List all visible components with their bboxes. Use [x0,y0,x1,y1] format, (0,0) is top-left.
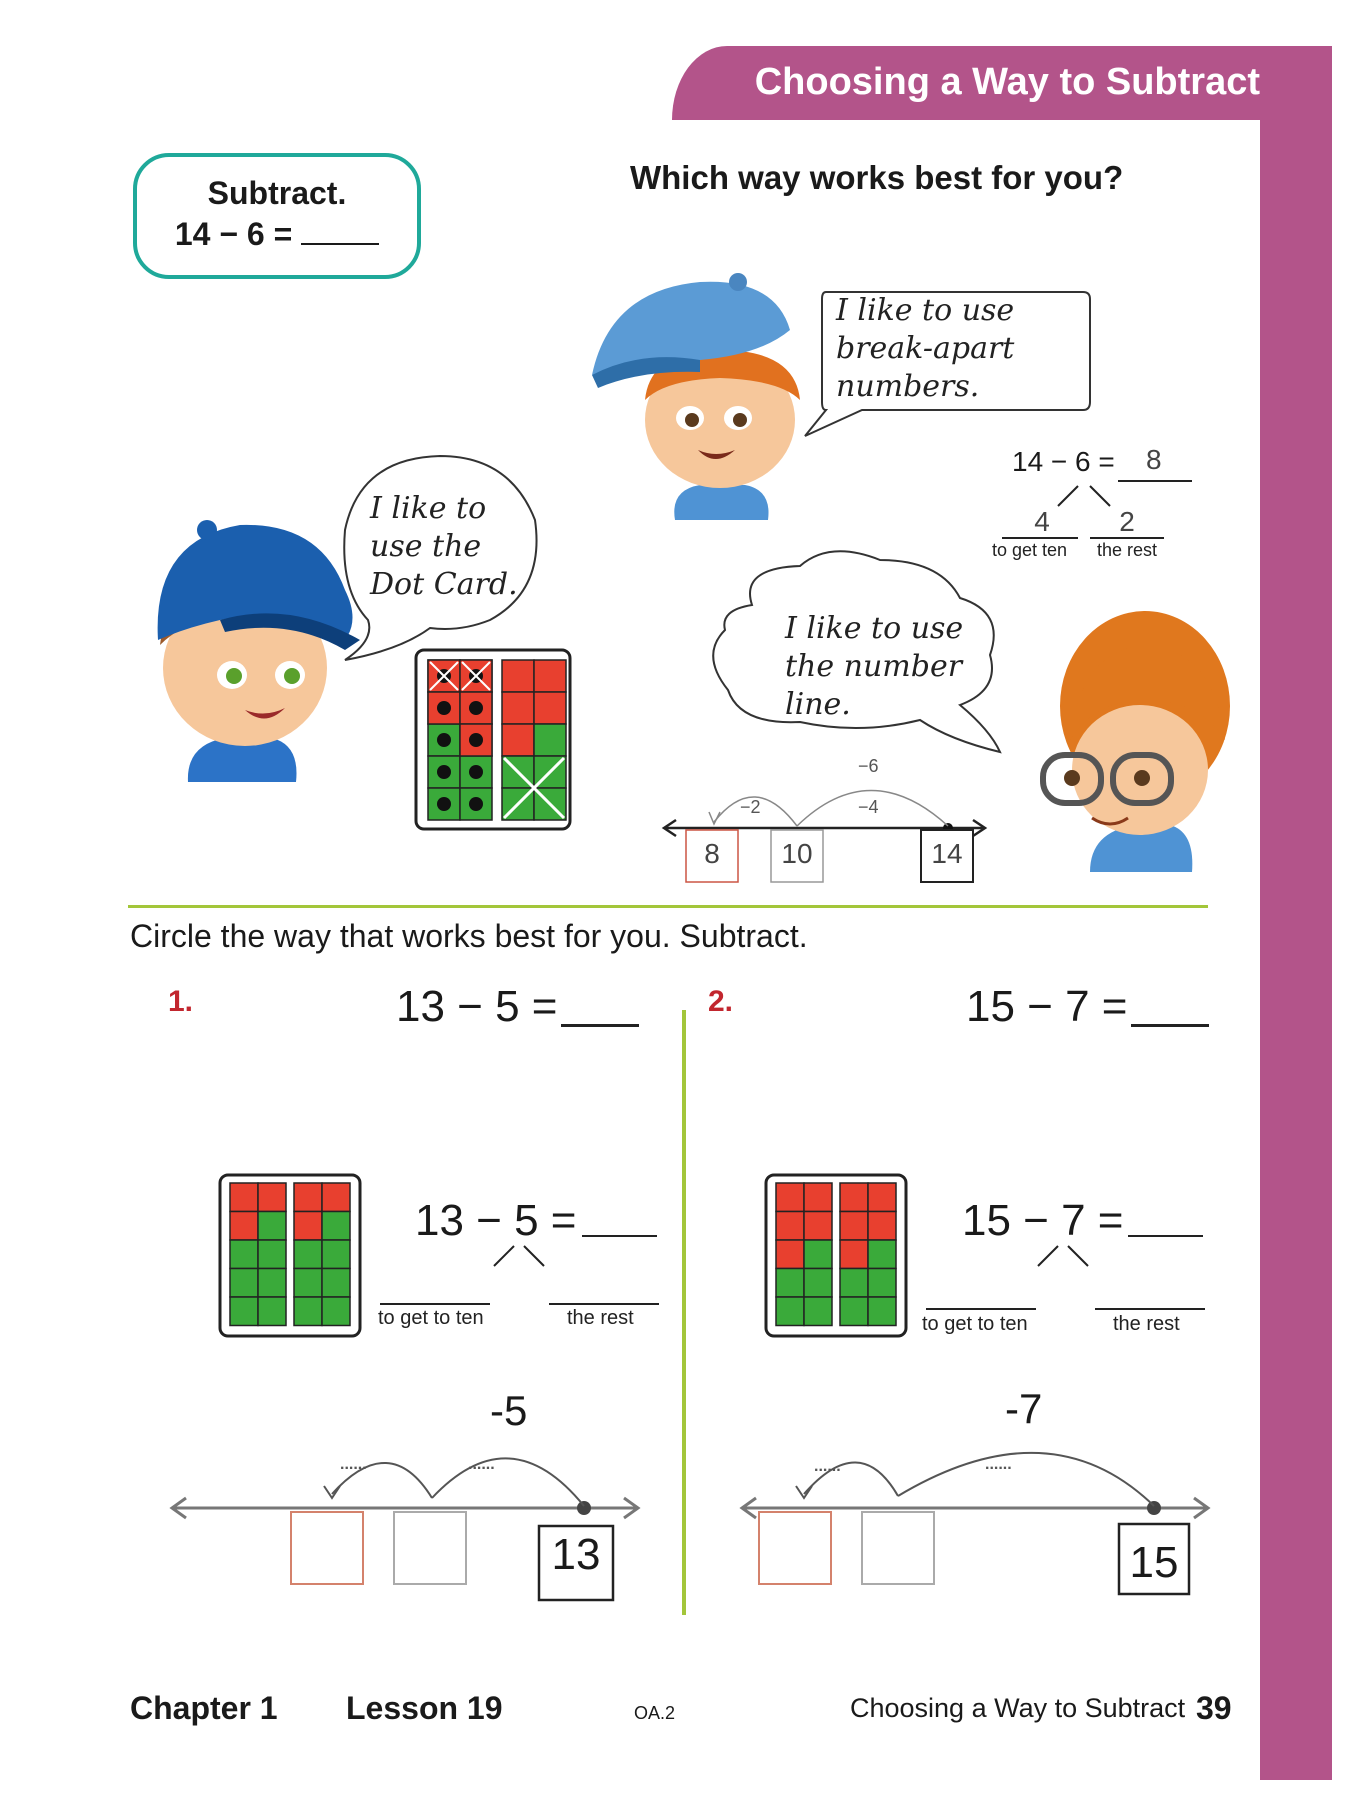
dot-card-cell [258,1240,286,1269]
dot-card-cell [534,692,566,724]
problem-1-number-line [160,1430,650,1610]
problem-2-jump2-placeholder[interactable]: ...... [985,1456,1012,1473]
problem-1-label2: the rest [567,1307,634,1329]
dot-card-cell [502,660,534,692]
problem-2-break-equation: 15 − 7 = [962,1196,1124,1245]
dot-card-example [416,650,570,829]
dot [437,797,451,811]
dot-card-cell [322,1212,350,1241]
problem-2-break-answer-blank[interactable] [1128,1235,1203,1237]
numberline-box-8: 8 [704,838,720,869]
footer-chapter: Chapter 1 [130,1690,278,1726]
problem-2-part1-blank[interactable] [926,1308,1036,1310]
section-divider [128,905,1208,908]
dot-card-cell [776,1269,804,1298]
dot-card-cell [804,1240,832,1269]
problem-2-part2-blank[interactable] [1095,1308,1205,1310]
dot-card-cell [534,660,566,692]
problem-1-part2-blank[interactable] [549,1303,659,1305]
jump-total-label: −6 [858,756,879,776]
dot-card-cell [868,1183,896,1212]
dot-card-cell [322,1297,350,1326]
dot-card-cell [776,1240,804,1269]
breakapart-answer-line [1118,480,1192,482]
problem-1-answer-blank[interactable] [561,1024,639,1027]
problem-2-jump1-placeholder[interactable]: ...... [814,1458,841,1475]
dot-card-cell [776,1183,804,1212]
problem-1-jump1-placeholder[interactable]: ...... [340,1456,367,1473]
breakapart-branch [1050,484,1120,510]
dot-card-cell [230,1269,258,1298]
dot-card-cell [230,1240,258,1269]
problem-1-label1: to get to ten [378,1307,484,1329]
breakapart-label1: to get ten [992,540,1068,560]
breakapart-part2: 2 [1119,506,1135,537]
problem-divider [682,1010,686,1615]
speech-numberline-text [785,610,963,724]
speech-line: I like to use [785,611,964,646]
problem-2-branch [1034,1244,1094,1270]
dot-card-cell [258,1297,286,1326]
problem-2-label2: the rest [1113,1313,1180,1335]
speech-line: numbers. [836,369,980,404]
speech-line: I like to [370,491,487,526]
footer-page-title: Choosing a Way to Subtract [850,1693,1186,1723]
dot-card-cell [258,1183,286,1212]
jump1-label: −2 [740,797,761,817]
problem-2-dot-card [764,1173,908,1338]
speech-line: Dot Card. [370,567,518,602]
dot [437,733,451,747]
problem-1-break-equation: 13 − 5 = [415,1196,577,1245]
dot-card-cell [294,1183,322,1212]
breakapart-label2: the rest [1097,540,1158,560]
dot-card-cell [868,1297,896,1326]
dot-card-cell [840,1212,868,1241]
problem-1-number: 1. [168,985,194,1018]
dot-card-cell [322,1183,350,1212]
dot-card-cell [840,1297,868,1326]
subtract-equation: 14 − 6 = [174,216,293,252]
dot-card-cell [258,1269,286,1298]
question-heading: Which way works best for you? [630,159,1124,196]
dot [469,765,483,779]
dot-card-cell [804,1297,832,1326]
dot [437,701,451,715]
dot-card-cell [230,1297,258,1326]
dot-card-cell [294,1240,322,1269]
problem-1-branch [490,1244,550,1270]
dot-card-cell [776,1212,804,1241]
speech-line: I like to use [836,293,1015,328]
problem-2-label1: to get to ten [922,1313,1028,1335]
breakapart-part1: 4 [1034,506,1050,537]
dot-card-cell [258,1212,286,1241]
dot-card-cell [294,1212,322,1241]
problem-1-start-box: 13 [551,1530,601,1579]
boy-blue-cap-avatar [592,273,800,520]
instructions: Circle the way that works best for you. Subtract. [130,918,808,954]
problem-1-part1-blank[interactable] [380,1303,490,1305]
dot-card-cell [868,1212,896,1241]
speech-breakapart-text [836,292,1014,406]
dot-card-cell [294,1297,322,1326]
problem-1-equation: 13 − 5 = [396,982,558,1031]
numberline-box-14: 14 [931,838,963,869]
dot-card-cell [804,1269,832,1298]
speech-line: the number [785,649,963,684]
boy-dark-cap-avatar [158,520,360,782]
dot [469,733,483,747]
speech-line: break-apart [836,331,1015,366]
dot-card-cell [502,692,534,724]
dot-card-cell [840,1240,868,1269]
dot [469,797,483,811]
dot-card-cell [230,1183,258,1212]
speech-line: line. [785,687,851,722]
dot-card-cell [230,1212,258,1241]
page-title: Choosing a Way to Subtract [754,61,1260,103]
dot-card-cell [776,1297,804,1326]
problem-2-number: 2. [708,985,734,1018]
problem-2-start-box: 15 [1129,1538,1179,1587]
footer-standard: OA.2 [634,1703,676,1723]
dot-card-cell [840,1183,868,1212]
breakapart-line1 [1002,537,1078,539]
dot-card-cell [868,1240,896,1269]
dot [469,701,483,715]
numberline-box-10: 10 [781,838,813,869]
footer-lesson: Lesson 19 [346,1690,503,1726]
page-number: 39 [1196,1690,1232,1726]
jump2-label: −4 [858,797,879,817]
problem-1-break-answer-blank[interactable] [582,1235,657,1237]
breakapart-line2 [1090,537,1164,539]
subtract-label: Subtract. [207,175,347,211]
problem-1-dot-card [218,1173,362,1338]
dot-card-cell [322,1269,350,1298]
speech-line: use the [370,529,482,564]
dot-card-cell [868,1269,896,1298]
breakapart-equation: 14 − 6 = [1012,446,1115,477]
dot-card-cell [840,1269,868,1298]
problem-2-jump-total: -7 [1005,1385,1043,1432]
problem-1-jump-total: -5 [490,1387,528,1434]
dot-card-cell [322,1240,350,1269]
dot-card-cell [804,1183,832,1212]
dot [437,765,451,779]
dot-card-cell [804,1212,832,1241]
dot-card-cell [294,1269,322,1298]
dot-card-cell [502,724,534,756]
problem-2-answer-blank[interactable] [1131,1024,1209,1027]
breakapart-answer: 8 [1146,444,1162,475]
girl-glasses-avatar [1043,611,1230,872]
dot-card-cell [534,724,566,756]
problem-1-jump2-placeholder[interactable]: ...... [468,1456,495,1473]
problem-2-equation: 15 − 7 = [966,982,1128,1031]
speech-dotcard-text [370,490,518,604]
